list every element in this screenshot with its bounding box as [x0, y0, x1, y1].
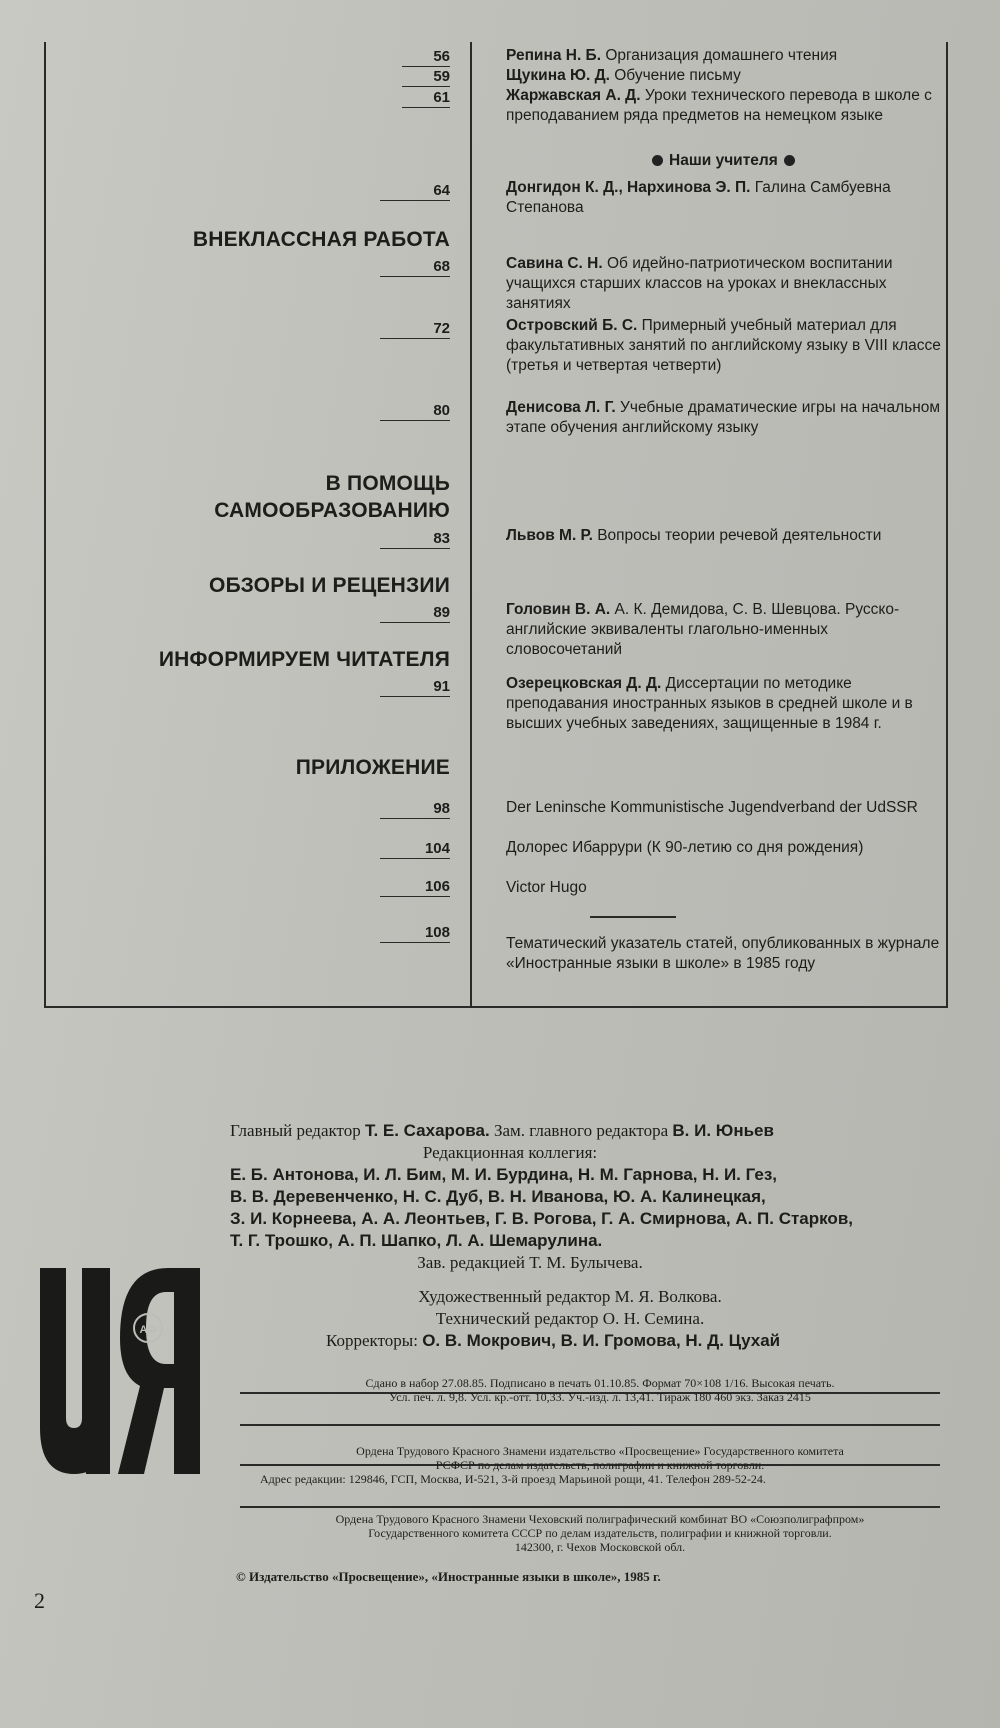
- entry-title: Об идейно-патриотическом воспитании учащихся старших классов на уроках и внеклассных занятиях: [506, 255, 893, 312]
- logo-badge: АФ: [139, 1324, 157, 1336]
- entry-title: Обучение письму: [609, 67, 741, 84]
- toc-entry: Тематический указатель статей, опубликованных в журнале «Иностранные языки в школе» в 1985 году: [506, 935, 940, 972]
- printer-line: Ордена Трудового Красного Знамени Чеховский полиграфический комбинат ВО «Союзполиграфпром»: [335, 1512, 865, 1526]
- editorial-credits: [230, 1120, 950, 1352]
- publisher-line: РСФСР по делам издательств, полиграфии и книжной торговли.: [435, 1458, 765, 1472]
- toc-entry: [506, 86, 944, 126]
- entry-author: Островский Б. С.: [506, 317, 638, 334]
- toc-entry: [506, 600, 944, 660]
- entry-author: Озерецковская Д. Д.: [506, 675, 662, 692]
- publisher-info: [260, 1444, 940, 1486]
- toc-entry: [506, 178, 944, 218]
- section-extracurricular: ВНЕКЛАССНАЯ РАБОТА: [192, 228, 450, 251]
- print-details: [260, 1376, 940, 1404]
- proofreaders-line: [230, 1330, 950, 1352]
- toc-entry: [506, 316, 944, 376]
- printer-line: 142300, г. Чехов Московской обл.: [514, 1540, 686, 1554]
- page-number: 2: [34, 1588, 45, 1613]
- toc-entry: [506, 526, 944, 546]
- entry-title: А. К. Демидова, С. В. Шевцова. Русско-английские эквиваленты глагольно-именных словосочетаний: [506, 601, 900, 658]
- section-reviews: ОБЗОРЫ И РЕЦЕНЗИИ: [209, 574, 450, 597]
- toc-entry: [506, 254, 944, 314]
- chief-editor-label: Главный редактор: [230, 1121, 361, 1140]
- bullet-icon: [784, 155, 795, 166]
- entry-author: Щукина Ю. Д.: [506, 67, 610, 84]
- entry-title: Диссертации по методике преподавания иностранных языков в средней школе и в высших учебных заведениях, защищенные в 1984 г.: [506, 675, 913, 732]
- section-appendix: ПРИЛОЖЕНИЕ: [295, 756, 450, 779]
- proofreaders-names: О. В. Мокрович, В. И. Громова, Н. Д. Цухай: [422, 1331, 781, 1350]
- chief-editor-line: [230, 1120, 950, 1142]
- page-number-98: 98: [380, 800, 450, 819]
- chief-editor-name: Т. Е. Сахарова.: [364, 1121, 490, 1140]
- page-number-61: 61: [402, 89, 450, 108]
- page-number-106: 106: [380, 878, 450, 897]
- toc-divider: [470, 42, 472, 1006]
- page-number-91: 91: [380, 678, 450, 697]
- entry-author: Савина С. Н.: [506, 255, 603, 272]
- separator-line: [590, 916, 676, 918]
- entry-author: Головин В. А.: [506, 601, 611, 618]
- entry-title: Организация домашнего чтения: [601, 47, 838, 64]
- address-line: Адрес редакции: 129846, ГСП, Москва, И-521, 3-й проезд Марьиной рощи, 41. Телефон 289-52-24.: [260, 1472, 766, 1486]
- toc-entry: [506, 674, 944, 734]
- proofreaders-label: Корректоры:: [326, 1331, 418, 1350]
- page-number-104: 104: [380, 840, 450, 859]
- toc-entry: Der Leninsche Kommunistische Jugendverband der UdSSR: [506, 799, 918, 816]
- entry-author: Денисова Л. Г.: [506, 399, 616, 416]
- publisher-line: Ордена Трудового Красного Знамени издательство «Просвещение» Государственного комитета: [356, 1444, 844, 1458]
- page-number-59: 59: [402, 68, 450, 87]
- journal-logo: [40, 1268, 200, 1474]
- office-head: Зав. редакцией Т. М. Булычева.: [417, 1253, 643, 1272]
- page-number-64: 64: [380, 182, 450, 201]
- bullet-icon: [652, 155, 663, 166]
- deputy-editor-label: Зам. главного редактора: [493, 1121, 669, 1140]
- entry-title: Учебные драматические игры на начальном этапе обучения английскому языку: [506, 399, 941, 436]
- table-of-contents: [44, 42, 948, 1008]
- toc-entry: [506, 398, 944, 438]
- page-number-68: 68: [380, 258, 450, 277]
- page-number-80: 80: [380, 402, 450, 421]
- printer-info: [260, 1512, 940, 1554]
- print-details-line: Сдано в набор 27.08.85. Подписано в печать 01.10.85. Формат 70×108 1/16. Высокая печать.: [365, 1376, 835, 1390]
- entry-author: Донгидон К. Д., Нархинова Э. П.: [506, 179, 751, 196]
- board-members-line: В. В. Деревенченко, Н. С. Дуб, В. Н. Иванова, Ю. А. Калинецкая,: [230, 1187, 766, 1206]
- entry-author: Жаржавская А. Д.: [506, 87, 641, 104]
- deputy-editor-name: В. И. Юньев: [672, 1121, 774, 1140]
- board-members-line: Е. Б. Антонова, И. Л. Бим, М. И. Бурдина, Н. М. Гарнова, Н. И. Гез,: [230, 1165, 778, 1184]
- toc-entry: [506, 46, 944, 66]
- section-self-education-line2: САМООБРАЗОВАНИЮ: [214, 499, 450, 522]
- entry-author: Репина Н. Б.: [506, 47, 602, 64]
- entry-title: Примерный учебный материал для факультативных занятий по английскому языку в VIII классе (третья и четвертая четверти): [506, 317, 941, 374]
- entry-title: Уроки технического перевода в школе с преподаванием ряда предметов на немецком языке: [506, 87, 932, 124]
- page-number-83: 83: [380, 530, 450, 549]
- printer-line: Государственного комитета СССР по делам издательств, полиграфии и книжной торговли.: [368, 1526, 832, 1540]
- toc-entry: Victor Hugo: [506, 879, 587, 896]
- entry-author: Львов М. Р.: [506, 527, 593, 544]
- teachers-heading: [646, 152, 801, 170]
- rule-line: [240, 1424, 940, 1426]
- copyright-line: © Издательство «Просвещение», «Иностранные языки в школе», 1985 г.: [236, 1569, 661, 1584]
- entry-title: Вопросы теории речевой деятельности: [592, 527, 882, 544]
- section-inform-reader: ИНФОРМИРУЕМ ЧИТАТЕЛЯ: [158, 648, 450, 671]
- rule-line: [240, 1506, 940, 1508]
- entry-title: Галина Самбуевна Степанова: [506, 179, 891, 216]
- tech-editor: Технический редактор О. Н. Семина.: [435, 1309, 705, 1328]
- teachers-heading-text: Наши учителя: [669, 152, 778, 169]
- page-number-72: 72: [380, 320, 450, 339]
- page-number-56: 56: [402, 48, 450, 67]
- print-details-line: Усл. печ. л. 9,8. Усл. кр.-отт. 10,33. Уч.-изд. л. 13,41. Тираж 180 460 экз. Заказ 2415: [389, 1390, 811, 1404]
- board-members-line: З. И. Корнеева, А. А. Леонтьев, Г. В. Рогова, Г. А. Смирнова, А. П. Старков,: [230, 1209, 853, 1228]
- toc-entry: [506, 66, 944, 86]
- board-members-line: Т. Г. Трошко, А. П. Шапко, Л. А. Шемарулина.: [230, 1231, 603, 1250]
- toc-entry: Долорес Ибаррури (К 90-летию со дня рождения): [506, 839, 864, 856]
- section-self-education-line1: В ПОМОЩЬ: [325, 472, 450, 495]
- art-editor: Художественный редактор М. Я. Волкова.: [418, 1287, 722, 1306]
- page-number-108: 108: [380, 924, 450, 943]
- page-number-89: 89: [380, 604, 450, 623]
- board-label: Редакционная коллегия:: [422, 1143, 598, 1162]
